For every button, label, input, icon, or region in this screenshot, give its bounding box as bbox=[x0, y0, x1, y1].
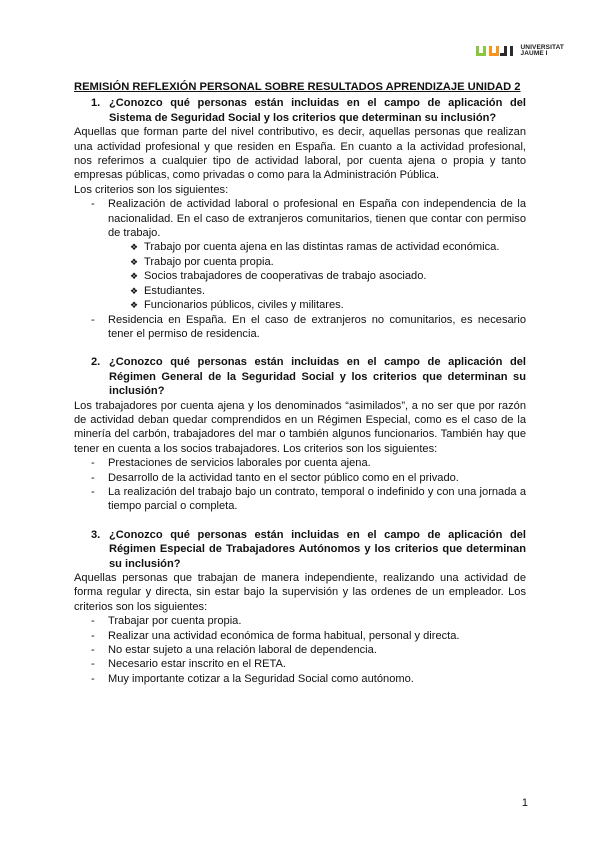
dash-bullet: - bbox=[91, 457, 95, 470]
university-logo bbox=[476, 44, 564, 58]
list-item-text: Trabajar por cuenta propia. bbox=[108, 615, 242, 628]
diamond-bullet-icon: ❖ bbox=[130, 300, 139, 311]
question-2 bbox=[74, 355, 526, 398]
list-item-text: No estar sujeto a una relación laboral de dependencia. bbox=[108, 644, 377, 657]
answer-3-paragraph: Aquellas personas que trabajan de manera independiente, realizando una actividad de forma regular y directa, sin estar bajo la supervisión y las ordenes de un empleador. Los criterios son los siguientes: bbox=[74, 572, 526, 613]
list-item-text: Muy importante cotizar a la Seguridad Social como autónomo. bbox=[108, 672, 414, 685]
answer-2-paragraph: Los trabajadores por cuenta ajena y los denominados “asimilados”, a no ser que por razón de actividad deban quedar comprendidos en un Régimen Especial, como es el caso de la minería del carbón, trabajadores del mar o también algunos funcionarios. También hay que tener en cuenta a los socios trabajadores. Los criterios son los siguientes: bbox=[74, 399, 526, 455]
answer-3-criteria-list bbox=[74, 614, 526, 686]
question-3-text: ¿Conozco qué personas están incluidas en el campo de aplicación del Régimen Especial de Trabajadores Autónomos y los criterios que determinan su inclusión? bbox=[109, 528, 526, 570]
list-item bbox=[74, 471, 526, 485]
sublist-item bbox=[130, 298, 526, 312]
dash-bullet: - bbox=[91, 629, 95, 642]
list-item bbox=[74, 485, 526, 514]
answer-2-criteria-list bbox=[74, 456, 526, 514]
list-item-text: Prestaciones de servicios laborales por cuenta ajena. bbox=[108, 457, 371, 470]
page-number: 1 bbox=[521, 797, 528, 809]
dash-bullet: - bbox=[91, 485, 95, 498]
list-item-text: Residencia en España. En el caso de extranjeros no comunitarios, es necesario tener el permiso de residencia. bbox=[108, 313, 526, 340]
sublist-item bbox=[130, 269, 526, 283]
dash-bullet: - bbox=[91, 672, 95, 685]
list-item bbox=[74, 629, 526, 643]
logo-line1: UNIVERSITAT bbox=[520, 43, 564, 51]
sublist-item-text: Funcionarios públicos, civiles y militares. bbox=[144, 299, 344, 312]
answer-1-criteria-intro: Los criterios son los siguientes: bbox=[74, 183, 229, 196]
list-item bbox=[74, 313, 526, 342]
question-3 bbox=[74, 528, 526, 571]
answer-1-criteria-list bbox=[74, 197, 526, 341]
list-item-text: Realizar una actividad económica de forma habitual, personal y directa. bbox=[108, 629, 460, 642]
list-item-text: La realización del trabajo bajo un contrato, temporal o indefinido y con una jornada a tiempo parcial o completa. bbox=[108, 485, 526, 513]
list-item bbox=[74, 672, 526, 686]
uji-logo-icon bbox=[476, 44, 518, 58]
document-title: REMISIÓN REFLEXIÓN PERSONAL SOBRE RESULTADOS APRENDIZAJE UNIDAD 2 bbox=[74, 81, 521, 93]
list-item bbox=[74, 643, 526, 657]
question-1-text: ¿Conozco qué personas están incluidas en el campo de aplicación del Sistema de Seguridad Social y los criterios que determinan su inclusión? bbox=[109, 97, 526, 124]
dash-bullet: - bbox=[91, 313, 95, 326]
sublist-item-text: Trabajo por cuenta ajena en las distintas ramas de actividad económica. bbox=[144, 241, 500, 254]
logo-line2: JAUME I bbox=[520, 50, 548, 57]
document-body bbox=[74, 80, 526, 686]
sublist-item-text: Socios trabajadores de cooperativas de trabajo asociado. bbox=[144, 270, 427, 283]
logo-text bbox=[521, 45, 564, 58]
question-3-number: 3. bbox=[91, 528, 101, 541]
dash-bullet: - bbox=[91, 644, 95, 657]
question-2-text: ¿Conozco qué personas están incluidas en el campo de aplicación del Régimen General de la Seguridad Social y los criterios que determinan su inclusión? bbox=[109, 356, 526, 398]
sublist-item bbox=[130, 255, 526, 269]
question-1 bbox=[74, 96, 526, 125]
dash-bullet: - bbox=[91, 658, 95, 671]
list-item-text: Desarrollo de la actividad tanto en el sector público como en el privado. bbox=[108, 471, 459, 484]
sublist-item-text: Trabajo por cuenta propia. bbox=[144, 255, 274, 268]
diamond-bullet-icon: ❖ bbox=[130, 242, 139, 253]
question-1-number: 1. bbox=[91, 97, 101, 110]
dash-bullet: - bbox=[91, 615, 95, 628]
list-item bbox=[74, 657, 526, 671]
sublist-item-text: Estudiantes. bbox=[144, 284, 206, 297]
list-item bbox=[74, 614, 526, 628]
question-2-number: 2. bbox=[91, 356, 101, 369]
list-item-text: Realización de actividad laboral o profesional en España con independencia de la nacionalidad. En el caso de extranjeros comunitarios, tienen que contar con permiso de trabajo. bbox=[108, 198, 526, 240]
diamond-bullet-icon: ❖ bbox=[130, 271, 139, 282]
sublist-item bbox=[130, 240, 526, 254]
diamond-bullet-icon: ❖ bbox=[130, 285, 139, 296]
diamond-bullet-icon: ❖ bbox=[130, 256, 139, 267]
dash-bullet: - bbox=[91, 198, 95, 211]
answer-1-sublist bbox=[108, 240, 526, 312]
sublist-item bbox=[130, 284, 526, 298]
answer-1-paragraph: Aquellas que forman parte del nivel contributivo, es decir, aquellas personas que realizan una actividad profesional y que residen en España. En cuanto a la actividad profesional, nos referimos a cualquier tipo de actividad laboral, por cuenta ajena o propia y tanto empresas públicas, como privadas o como para la Administración Pública. bbox=[74, 126, 526, 182]
list-item bbox=[74, 197, 526, 312]
dash-bullet: - bbox=[91, 471, 95, 484]
list-item bbox=[74, 456, 526, 470]
list-item-text: Necesario estar inscrito en el RETA. bbox=[108, 658, 286, 671]
